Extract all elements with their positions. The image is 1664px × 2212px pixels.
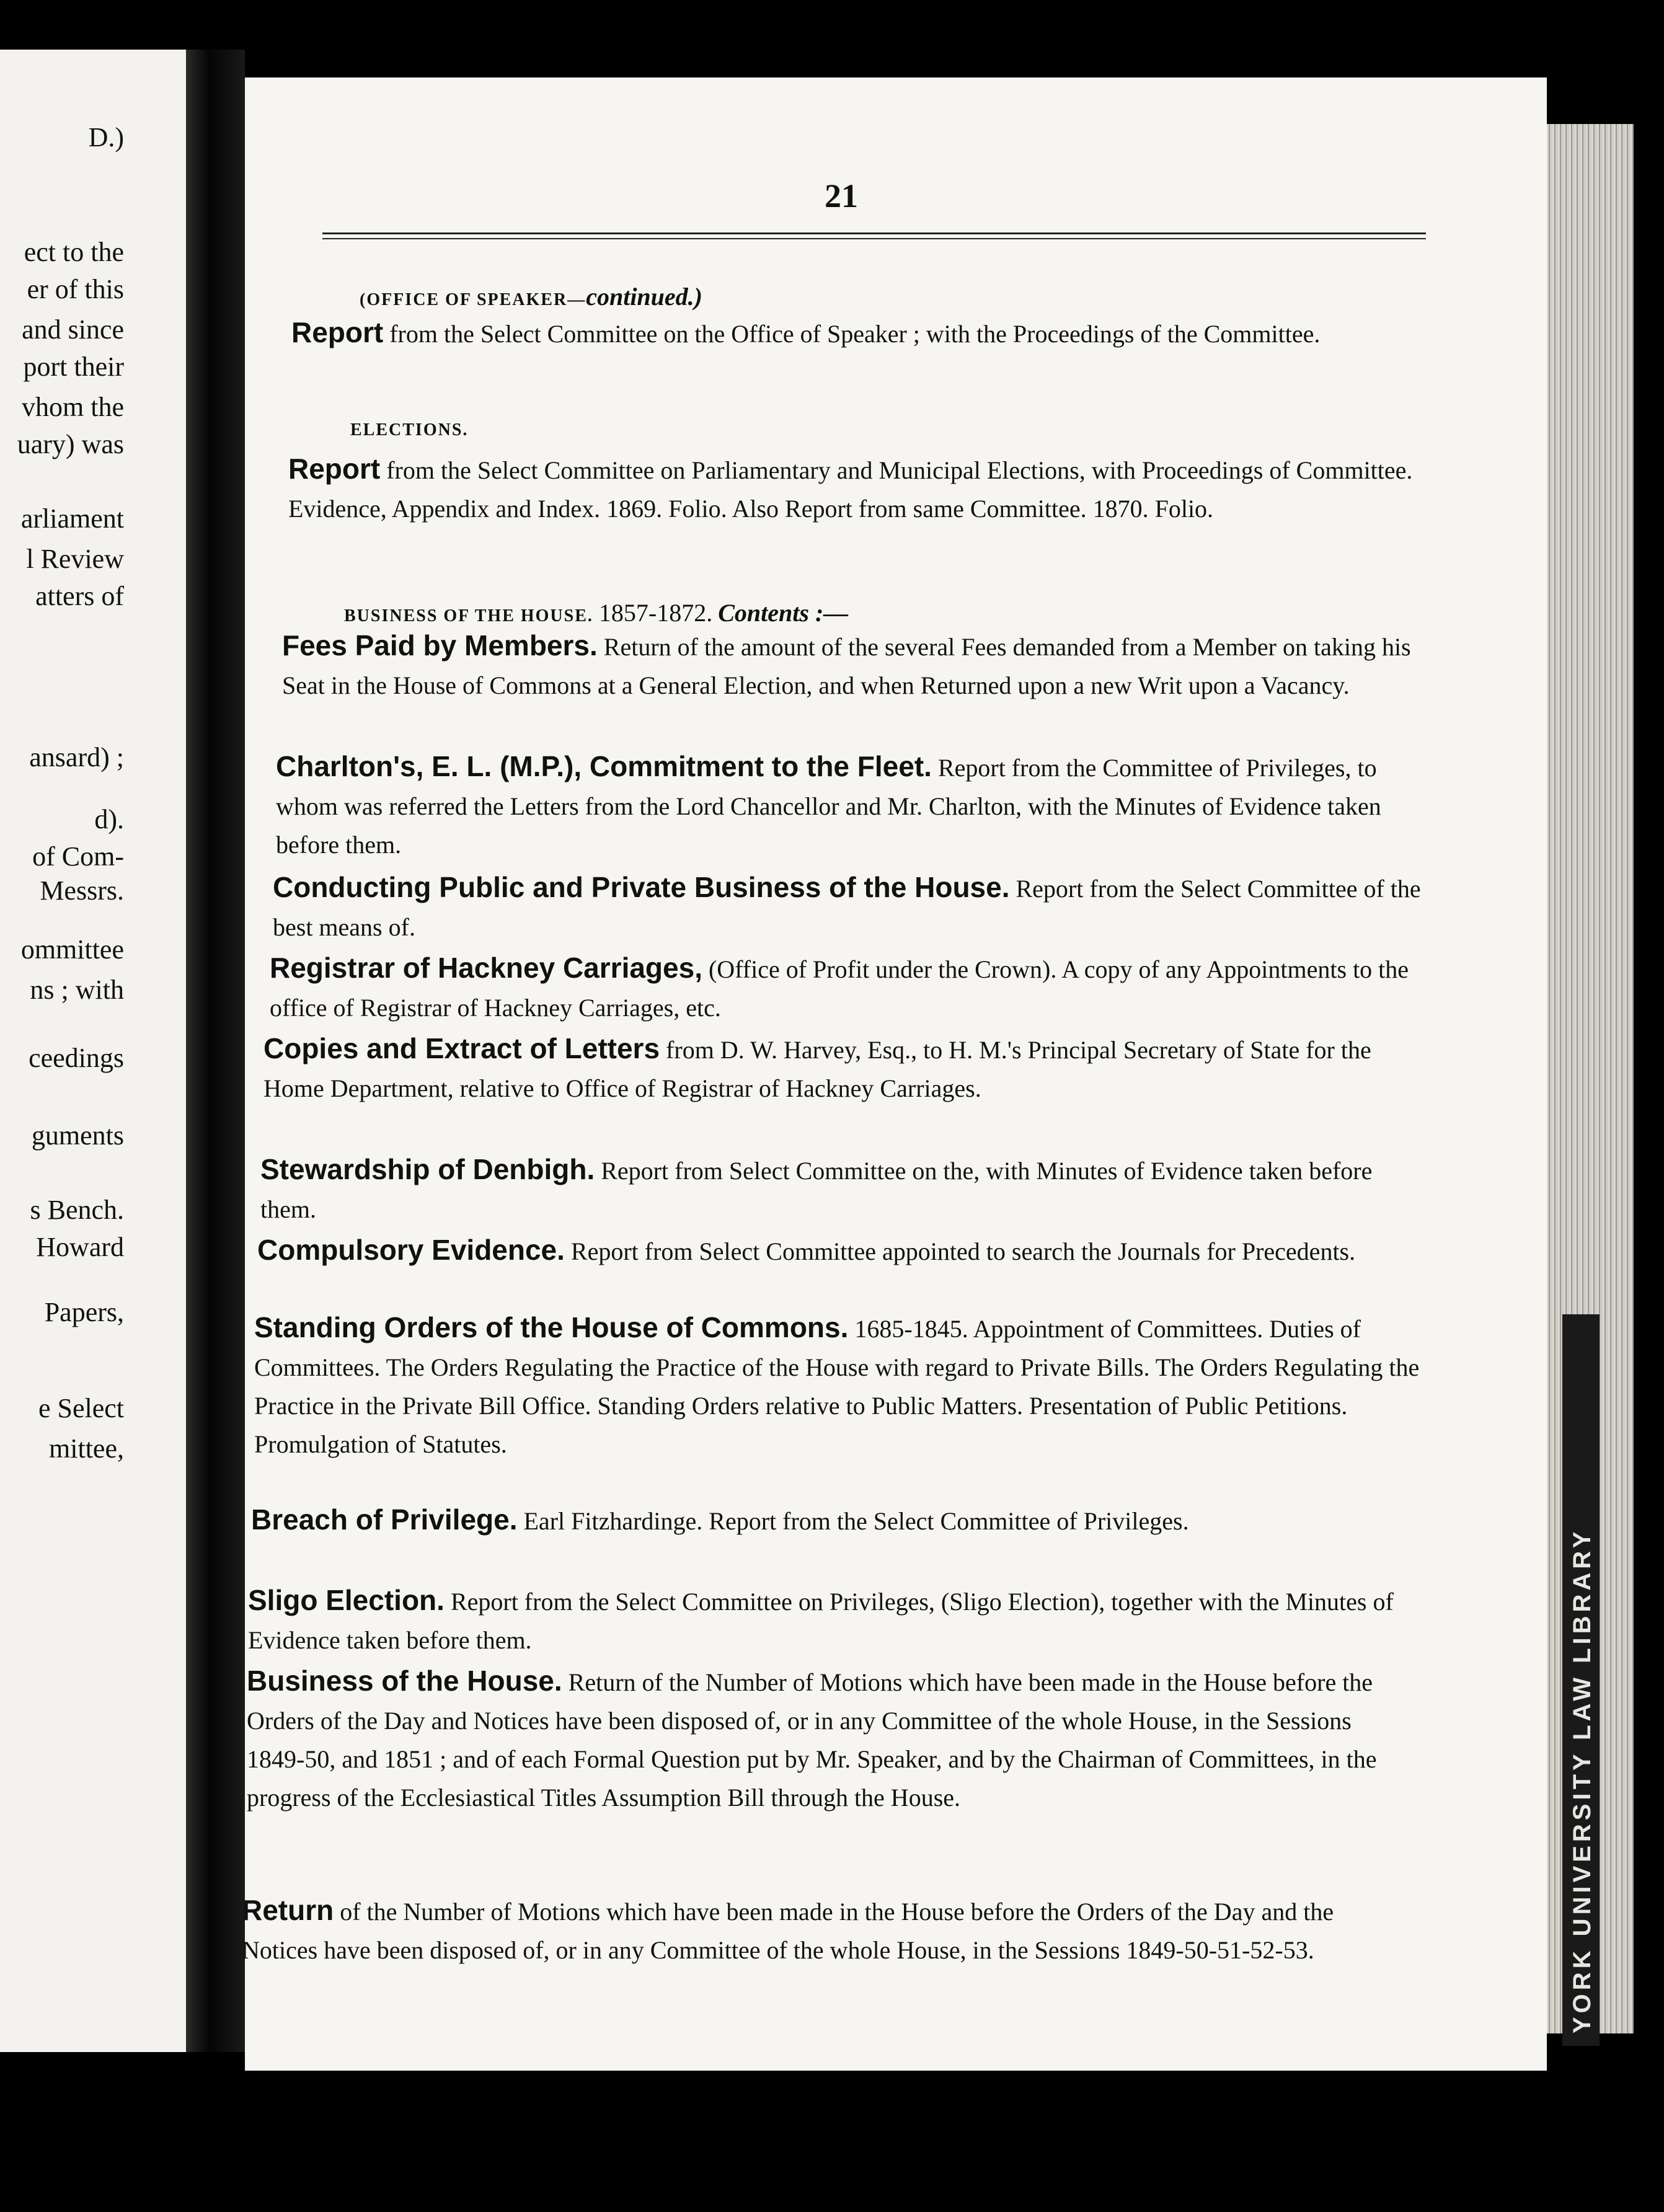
entry-lead: Return (242, 1894, 334, 1926)
contents-entry (247, 1661, 1412, 1817)
edge-stamp-text: YORK UNIVERSITY LAW LIBRARY (1569, 1528, 1596, 2033)
heading-caps: (OFFICE OF SPEAKER— (360, 290, 586, 309)
entry-text: Report from the Committee of Privileges, to whom was referred the Letters from the Lord Chancellor and Mr. Charlton, with the Minutes of Evidence taken before them. (276, 754, 1381, 859)
book-spine-shadow (186, 50, 245, 2052)
header-rule (322, 232, 1426, 234)
entry-lead: Stewardship of Denbigh. (260, 1153, 595, 1185)
header-rule-thin (322, 238, 1426, 239)
left-page-fragment: vhom the (22, 392, 124, 422)
entry-lead: Sligo Election. (248, 1584, 445, 1616)
entry-text: Earl Fitzhardinge. Report from the Select Committee of Privileges. (517, 1507, 1189, 1535)
entry-text: Report from the Select Committee of the best means of. (273, 875, 1421, 941)
entry-elections-report (288, 449, 1454, 528)
left-page-fragment: and since (22, 314, 124, 345)
entry-lead: Business of the House. (247, 1665, 562, 1697)
left-page-fragment: Messrs. (40, 875, 124, 906)
heading-years: 1857-1872. (598, 599, 713, 627)
entry-lead: Registrar of Hackney Carriages, (270, 952, 702, 984)
entry-text: Return of the Number of Motions which have been made in the House before the Orders of the Day and Notices have been disposed of, or in any Committee of the whole House, in the Sessions 1849-50, and 1851 ; and of each Formal Question put by Mr. Speaker, and by the Chairman of Committees, in the progress of the Ecclesiastical Titles Assumption Bill through the House. (247, 1668, 1377, 1812)
contents-entry (254, 1308, 1420, 1464)
entry-text: of the Number of Motions which have been made in the House before the Orders of the Day and the Notices have been disposed of, or in any Committee of the whole House, in the Sessions 1849-50-51-52-53. (242, 1898, 1334, 1964)
left-page-fragment: s Bench. (30, 1195, 124, 1225)
left-page-fragment: Howard (36, 1232, 124, 1262)
section-heading-business (344, 598, 848, 627)
contents-entry (260, 1150, 1426, 1229)
heading-caps: BUSINESS OF THE HOUSE. (344, 606, 593, 626)
left-page-fragment: l Review (26, 544, 124, 574)
entry-lead: Report (291, 316, 384, 348)
contents-entry (270, 949, 1435, 1027)
entry-text: 1685-1845. Appointment of Committees. Duties of Committees. The Orders Regulating the Practice of the House with regard to Private Bills. The Orders Regulating the Practice in the Private Bill Office. Standing Orders relative to Public Matters. Presentation of Public Petitions. Promulgation of Statutes. (254, 1315, 1420, 1458)
left-page-fragment: ansard) ; (29, 742, 124, 772)
previous-page-strip (0, 50, 186, 2052)
left-page-fragment: of Com- (32, 841, 124, 872)
entry-text: from D. W. Harvey, Esq., to H. M.'s Principal Secretary of State for the Home Department, relative to Office of Registrar of Hackney Carriages. (263, 1036, 1371, 1102)
left-page-fragment: atters of (35, 581, 124, 611)
left-page-fragment: er of this (27, 274, 124, 304)
left-page-fragment: port their (23, 352, 124, 382)
left-page-fragment: arliament (20, 503, 124, 534)
left-page-fragment: guments (31, 1120, 124, 1151)
contents-entry (263, 1029, 1429, 1108)
heading-italic: continued.) (586, 283, 702, 311)
left-page-fragment: ns ; with (30, 975, 124, 1005)
entry-text: Report from Select Committee on the, with Minutes of Evidence taken before them. (260, 1157, 1373, 1223)
left-page-fragment: mittee, (49, 1433, 124, 1464)
entry-lead: Breach of Privilege. (251, 1503, 518, 1536)
entry-text: Return of the amount of the several Fees demanded from a Member on taking his Seat in the House of Commons at a General Election, and when Returned upon a new Writ upon a Vacancy. (282, 633, 1411, 699)
heading-contents: Contents :— (718, 599, 849, 627)
contents-entry (248, 1581, 1414, 1660)
entry-lead: Standing Orders of the House of Commons. (254, 1311, 849, 1343)
entry-lead: Report (288, 453, 381, 485)
left-page-fragment: ect to the (24, 237, 124, 267)
entry-text: from the Select Committee on Parliamentary and Municipal Elections, with Proceedings of Committee. Evidence, Appendix and Index. 1869. Folio. Also Report from same Committee. 1870. Folio. (288, 456, 1413, 523)
entry-text: (Office of Profit under the Crown). A copy of any Appointments to the office of Registrar of Hackney Carriages, etc. (270, 955, 1409, 1022)
entry-lead: Copies and Extract of Letters (263, 1032, 660, 1064)
section-heading-office-of-speaker (360, 282, 702, 311)
entry-text: from the Select Committee on the Office of Speaker ; with the Proceedings of the Committee. (389, 320, 1321, 348)
entry-lead: Fees Paid by Members. (282, 629, 598, 661)
entry-text: Report from the Select Committee on Privileges, (Sligo Election), together with the Minutes of Evidence taken before them. (248, 1588, 1394, 1654)
entry-lead: Conducting Public and Private Business of the House. (273, 871, 1010, 903)
left-page-fragment: uary) was (17, 429, 124, 459)
section-heading-elections: ELECTIONS. (350, 420, 469, 440)
contents-entry (282, 626, 1448, 705)
contents-entry (242, 1891, 1407, 1970)
entry-office-of-speaker-report (291, 313, 1457, 353)
entry-lead: Charlton's, E. L. (M.P.), Commitment to the Fleet. (276, 750, 932, 782)
page-number: 21 (825, 177, 858, 215)
entry-text: Report from Select Committee appointed to search the Journals for Precedents. (564, 1237, 1356, 1265)
contents-entry (257, 1231, 1423, 1271)
left-page-fragment: D.) (88, 122, 124, 153)
left-page-fragment: d). (94, 804, 124, 834)
library-edge-stamp (1562, 1314, 1600, 2046)
left-page-fragment: ceedings (29, 1043, 124, 1073)
entry-lead: Compulsory Evidence. (257, 1234, 565, 1266)
contents-entry (273, 868, 1438, 947)
contents-entry (276, 747, 1441, 864)
left-page-fragment: ommittee (20, 934, 124, 965)
left-page-fragment: e Select (38, 1393, 124, 1423)
left-page-fragment: Papers, (44, 1297, 124, 1327)
contents-entry (251, 1500, 1417, 1541)
